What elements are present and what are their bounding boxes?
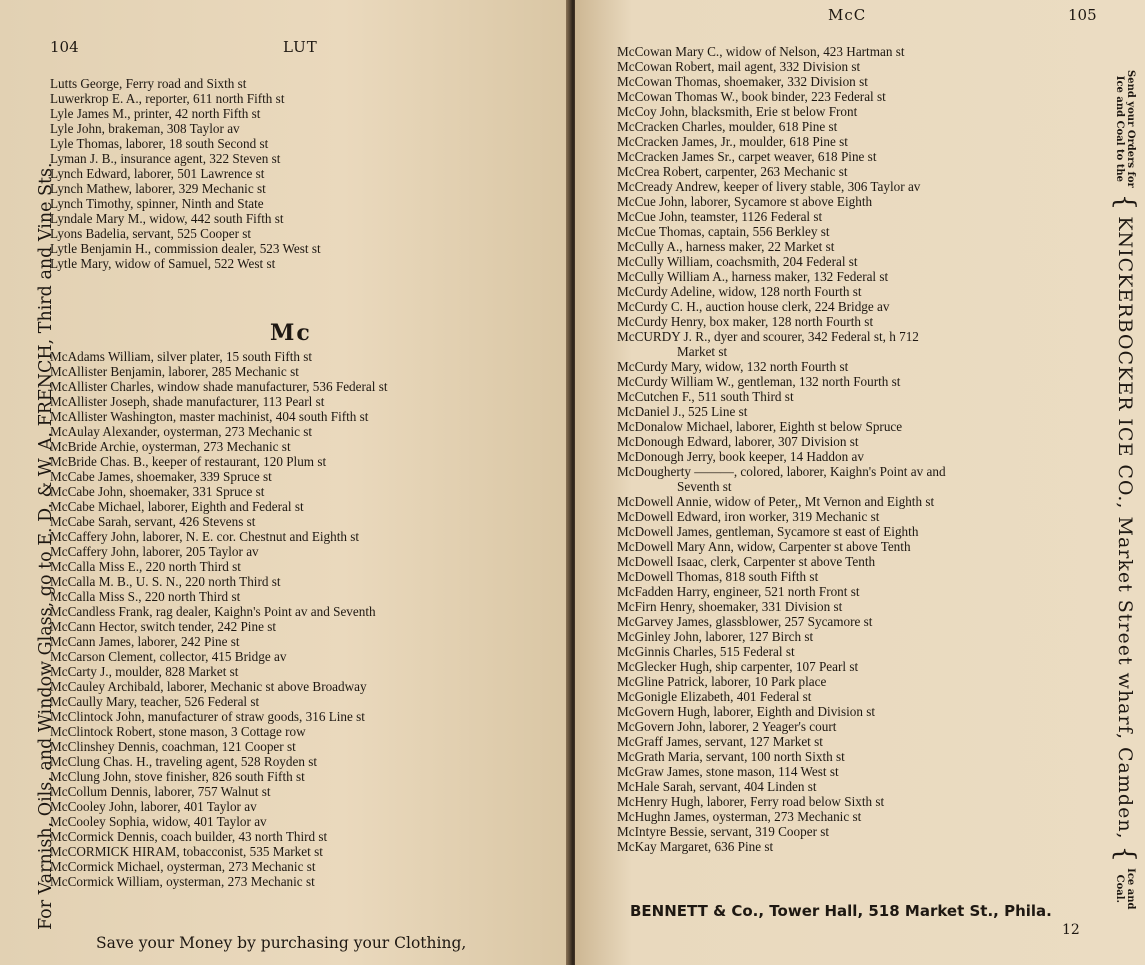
ad-small-top — [1114, 70, 1136, 188]
directory-entry: McCooley Sophia, widow, 401 Taylor av — [50, 814, 267, 829]
entry-text: McDonough Jerry, book keeper, 14 Haddon av — [617, 449, 864, 464]
directory-entry: McCabe John, shoemaker, 331 Spruce st — [50, 484, 265, 499]
directory-entry: McAllister Benjamin, laborer, 285 Mechanic st — [50, 364, 299, 379]
directory-entry: McClinshey Dennis, coachman, 121 Cooper st — [50, 739, 296, 754]
directory-entry — [617, 599, 946, 614]
directory-entry — [617, 239, 946, 254]
directory-entry: McCarson Clement, collector, 415 Bridge av — [50, 649, 287, 664]
directory-entry — [617, 74, 946, 89]
directory-entry — [617, 704, 946, 719]
directory-entry — [617, 374, 946, 389]
directory-entry — [617, 254, 946, 269]
entry-text: McCracken James, Jr., moulder, 618 Pine st — [617, 134, 848, 149]
entry-text: McCurdy C. H., auction house clerk, 224 Bridge av — [617, 299, 890, 314]
directory-entry — [617, 674, 946, 689]
directory-entry: McAdams William, silver plater, 15 south Fifth st — [50, 349, 313, 364]
directory-entry: McCalla Miss S., 220 north Third st — [50, 589, 241, 604]
directory-entry: Lynch Timothy, spinner, Ninth and State — [50, 196, 264, 211]
entry-text: McDowell Thomas, 818 south Fifth st — [617, 569, 819, 584]
entry-text: McDowell Isaac, clerk, Carpenter st above Tenth — [617, 554, 876, 569]
entry-text: McHenry Hugh, laborer, Ferry road below Sixth st — [617, 794, 885, 809]
right-side-advertisement — [1112, 70, 1138, 930]
directory-entry: McClintock John, manufacturer of straw goods, 316 Line st — [50, 709, 365, 724]
directory-entry — [617, 89, 946, 104]
directory-entry: Lyle James M., printer, 42 north Fifth st — [50, 106, 261, 121]
entry-text: McGline Patrick, laborer, 10 Park place — [617, 674, 827, 689]
directory-entry: Lyons Badelia, servant, 525 Cooper st — [50, 226, 252, 241]
directory-entry — [617, 209, 946, 224]
directory-entry: McAllister Joseph, shade manufacturer, 113 Pearl st — [50, 394, 325, 409]
entry-text: McGovern Hugh, laborer, Eighth and Division st — [617, 704, 876, 719]
directory-entry: McCabe Sarah, servant, 426 Stevens st — [50, 514, 256, 529]
entry-text: McCowan Robert, mail agent, 332 Division st — [617, 59, 861, 74]
entry-text: McCowan Mary C., widow of Nelson, 423 Hartman st — [617, 44, 905, 59]
directory-entry: McAulay Alexander, oysterman, 273 Mechanic st — [50, 424, 313, 439]
directory-entry: McCollum Dennis, laborer, 757 Walnut st — [50, 784, 271, 799]
entry-text: McCully William, coachsmith, 204 Federal st — [617, 254, 858, 269]
entry-text: McDowell James, gentleman, Sycamore st east of Eighth — [617, 524, 919, 539]
directory-entry — [617, 404, 946, 419]
directory-entry: McAllister Washington, master machinist, 404 south Fifth st — [50, 409, 369, 424]
ad-small-bottom — [1114, 868, 1136, 909]
entry-text: McKay Margaret, 636 Pine st — [617, 839, 774, 854]
ad-small-top-line-1: Send your Orders for — [1125, 70, 1136, 188]
left-footer-advertisement: Save your Money by purchasing your Clothing, — [96, 934, 467, 952]
ad-small-top-line-2: Ice and Coal to the — [1114, 75, 1125, 183]
entry-text: McCully William A., harness maker, 132 Federal st — [617, 269, 889, 284]
directory-entry: McCabe James, shoemaker, 339 Spruce st — [50, 469, 272, 484]
directory-entry: McCORMICK HIRAM, tobacconist, 535 Market st — [50, 844, 323, 859]
entry-text: McHughn James, oysterman, 273 Mechanic st — [617, 809, 862, 824]
brace-glyph: { — [1110, 845, 1140, 863]
entry-text: McGinley John, laborer, 127 Birch st — [617, 629, 814, 644]
directory-entry — [617, 44, 946, 59]
directory-entry: McCann James, laborer, 242 Pine st — [50, 634, 240, 649]
directory-entry — [617, 194, 946, 209]
directory-entry: McCauley Archibald, laborer, Mechanic st above Broadway — [50, 679, 367, 694]
entry-text: McHale Sarah, servant, 404 Linden st — [617, 779, 817, 794]
directory-entry — [617, 524, 946, 539]
directory-entry: Lyman J. B., insurance agent, 322 Steven st — [50, 151, 281, 166]
entry-text: McGraff James, servant, 127 Market st — [617, 734, 823, 749]
directory-entry — [617, 809, 946, 824]
directory-entry — [617, 299, 946, 314]
left-entries-top — [50, 76, 321, 271]
directory-entry: Lynch Mathew, laborer, 329 Mechanic st — [50, 181, 266, 196]
directory-entry — [617, 629, 946, 644]
directory-entry: McCarty J., moulder, 828 Market st — [50, 664, 239, 679]
entry-text: McFirn Henry, shoemaker, 331 Division st — [617, 599, 843, 614]
entry-text: McCURDY J. R., dyer and scourer, 342 Federal st, h 712 — [617, 329, 919, 344]
directory-entry: McCalla M. B., U. S. N., 220 north Third st — [50, 574, 281, 589]
entry-text: McCracken James Sr., carpet weaver, 618 Pine st — [617, 149, 877, 164]
entry-text: McCurdy Mary, widow, 132 north Fourth st — [617, 359, 849, 374]
directory-entry — [617, 644, 946, 659]
ad-small-bottom-line-1: Ice and — [1125, 868, 1136, 910]
signature-mark: 12 — [1062, 922, 1080, 938]
entry-text: McCurdy William W., gentleman, 132 north Fourth st — [617, 374, 901, 389]
directory-entry: McAllister Charles, window shade manufacturer, 536 Federal st — [50, 379, 388, 394]
directory-entry: McClung Chas. H., traveling agent, 528 Royden st — [50, 754, 318, 769]
entry-text: McFadden Harry, engineer, 521 north Front st — [617, 584, 860, 599]
directory-entry — [617, 359, 946, 374]
entry-text: McCowan Thomas, shoemaker, 332 Division st — [617, 74, 868, 89]
entry-text: McCurdy Adeline, widow, 128 north Fourth st — [617, 284, 862, 299]
directory-entry: McCormick Michael, oysterman, 273 Mechanic st — [50, 859, 316, 874]
directory-entry — [617, 149, 946, 164]
left-entries-mc — [50, 349, 388, 889]
directory-entry — [617, 284, 946, 299]
directory-entry — [617, 389, 946, 404]
entry-text: McCue John, laborer, Sycamore st above Eighth — [617, 194, 873, 209]
directory-entry — [617, 734, 946, 749]
directory-entry: McCaully Mary, teacher, 526 Federal st — [50, 694, 260, 709]
entry-text: McCurdy Henry, box maker, 128 north Fourth st — [617, 314, 874, 329]
entry-text: McDaniel J., 525 Line st — [617, 404, 748, 419]
directory-entry — [617, 134, 946, 149]
right-footer-advertisement: BENNETT & Co., Tower Hall, 518 Market St., Phila. — [630, 902, 1052, 920]
left-page-number: 104 — [50, 38, 79, 56]
entry-text: McIntyre Bessie, servant, 319 Cooper st — [617, 824, 830, 839]
left-running-head: LUT — [283, 38, 318, 56]
directory-entry: Lytle Benjamin H., commission dealer, 523 West st — [50, 241, 321, 256]
directory-entry: McCormick Dennis, coach builder, 43 north Third st — [50, 829, 328, 844]
entry-text: McCrea Robert, carpenter, 263 Mechanic st — [617, 164, 848, 179]
directory-entry — [617, 464, 946, 494]
directory-entry: Lutts George, Ferry road and Sixth st — [50, 76, 247, 91]
entry-continuation: Market st — [677, 344, 728, 359]
entry-text: McGrath Maria, servant, 100 north Sixth st — [617, 749, 845, 764]
directory-entry: McCaffery John, laborer, 205 Taylor av — [50, 544, 259, 559]
entry-text: McDowell Annie, widow of Peter,, Mt Vernon and Eighth st — [617, 494, 935, 509]
directory-entry — [617, 839, 946, 854]
directory-entry: McClung John, stove finisher, 826 south Fifth st — [50, 769, 305, 784]
directory-entry: Lyle John, brakeman, 308 Taylor av — [50, 121, 240, 136]
directory-entry: McCann Hector, switch tender, 242 Pine st — [50, 619, 277, 634]
directory-entry — [617, 104, 946, 119]
directory-entry — [617, 179, 946, 194]
directory-entry — [617, 434, 946, 449]
directory-entry — [617, 614, 946, 629]
directory-entry — [617, 794, 946, 809]
right-page-number: 105 — [1068, 6, 1097, 24]
directory-entry: McClintock Robert, stone mason, 3 Cottage row — [50, 724, 306, 739]
entry-text: McCracken Charles, moulder, 618 Pine st — [617, 119, 838, 134]
right-running-head: McC — [828, 6, 867, 24]
directory-entry: McCabe Michael, laborer, Eighth and Federal st — [50, 499, 304, 514]
ad-small-bottom-line-2: Coal. — [1114, 874, 1125, 904]
entry-text: McCowan Thomas W., book binder, 223 Federal st — [617, 89, 886, 104]
directory-entry — [617, 569, 946, 584]
entry-text: McGlecker Hugh, ship carpenter, 107 Pearl st — [617, 659, 859, 674]
right-entries — [617, 44, 946, 854]
directory-entry: McBride Chas. B., keeper of restaurant, 120 Plum st — [50, 454, 327, 469]
entry-text: McCready Andrew, keeper of livery stable, 306 Taylor av — [617, 179, 921, 194]
directory-entry — [617, 539, 946, 554]
directory-entry — [617, 164, 946, 179]
entry-text: McCue John, teamster, 1126 Federal st — [617, 209, 823, 224]
left-side-advertisement: For Varnish, Oils, and Window Glass, go to E. D. & W. A. FRENCH, Third and Vine Sts. — [36, 162, 56, 930]
entry-text: McCoy John, blacksmith, Erie st below Front — [617, 104, 858, 119]
directory-entry: McBride Archie, oysterman, 273 Mechanic st — [50, 439, 291, 454]
directory-entry: McCandless Frank, rag dealer, Kaighn's Point av and Seventh — [50, 604, 376, 619]
entry-text: McDowell Edward, iron worker, 319 Mechanic st — [617, 509, 880, 524]
directory-entry — [617, 659, 946, 674]
section-heading-mc: Mc — [270, 320, 312, 346]
directory-entry — [617, 269, 946, 284]
entry-text: McDougherty ———, colored, laborer, Kaighn's Point av and — [617, 464, 946, 479]
directory-entry — [617, 584, 946, 599]
right-page — [575, 0, 1145, 965]
entry-text: McGonigle Elizabeth, 401 Federal st — [617, 689, 812, 704]
directory-entry — [617, 509, 946, 524]
directory-entry — [617, 689, 946, 704]
directory-entry: McCormick William, oysterman, 273 Mechanic st — [50, 874, 315, 889]
directory-entry: McCalla Miss E., 220 north Third st — [50, 559, 241, 574]
directory-entry — [617, 719, 946, 734]
directory-entry: Lyndale Mary M., widow, 442 south Fifth st — [50, 211, 284, 226]
directory-entry — [617, 449, 946, 464]
entry-text: McCue Thomas, captain, 556 Berkley st — [617, 224, 830, 239]
directory-entry: McCooley John, laborer, 401 Taylor av — [50, 799, 257, 814]
directory-entry — [617, 824, 946, 839]
directory-entry — [617, 749, 946, 764]
ad-main-text: KNICKERBOCKER ICE CO., Market Street wharf, Camden, — [1114, 216, 1136, 840]
directory-entry — [617, 59, 946, 74]
entry-continuation: Seventh st — [677, 479, 732, 494]
directory-entry — [617, 119, 946, 134]
entry-text: McGinnis Charles, 515 Federal st — [617, 644, 795, 659]
directory-entry: McCaffery John, laborer, N. E. cor. Chestnut and Eighth st — [50, 529, 360, 544]
directory-entry: Lyle Thomas, laborer, 18 south Second st — [50, 136, 269, 151]
directory-entry — [617, 314, 946, 329]
directory-entry — [617, 554, 946, 569]
directory-entry — [617, 419, 946, 434]
entry-text: McGraw James, stone mason, 114 West st — [617, 764, 839, 779]
directory-entry: Lytle Mary, widow of Samuel, 522 West st — [50, 256, 276, 271]
directory-entry — [617, 224, 946, 239]
directory-entry: Lynch Edward, laborer, 501 Lawrence st — [50, 166, 265, 181]
entry-text: McGarvey James, glassblower, 257 Sycamore st — [617, 614, 873, 629]
directory-entry — [617, 494, 946, 509]
entry-text: McDonough Edward, laborer, 307 Division st — [617, 434, 859, 449]
entry-text: McCully A., harness maker, 22 Market st — [617, 239, 835, 254]
entry-text: McCutchen F., 511 south Third st — [617, 389, 794, 404]
entry-text: McGovern John, laborer, 2 Yeager's court — [617, 719, 837, 734]
directory-entry: Luwerkrop E. A., reporter, 611 north Fifth st — [50, 91, 285, 106]
directory-entry — [617, 764, 946, 779]
brace-glyph: { — [1110, 193, 1140, 211]
directory-entry — [617, 329, 946, 359]
directory-entry — [617, 779, 946, 794]
entry-text: McDowell Mary Ann, widow, Carpenter st above Tenth — [617, 539, 911, 554]
entry-text: McDonalow Michael, laborer, Eighth st below Spruce — [617, 419, 903, 434]
